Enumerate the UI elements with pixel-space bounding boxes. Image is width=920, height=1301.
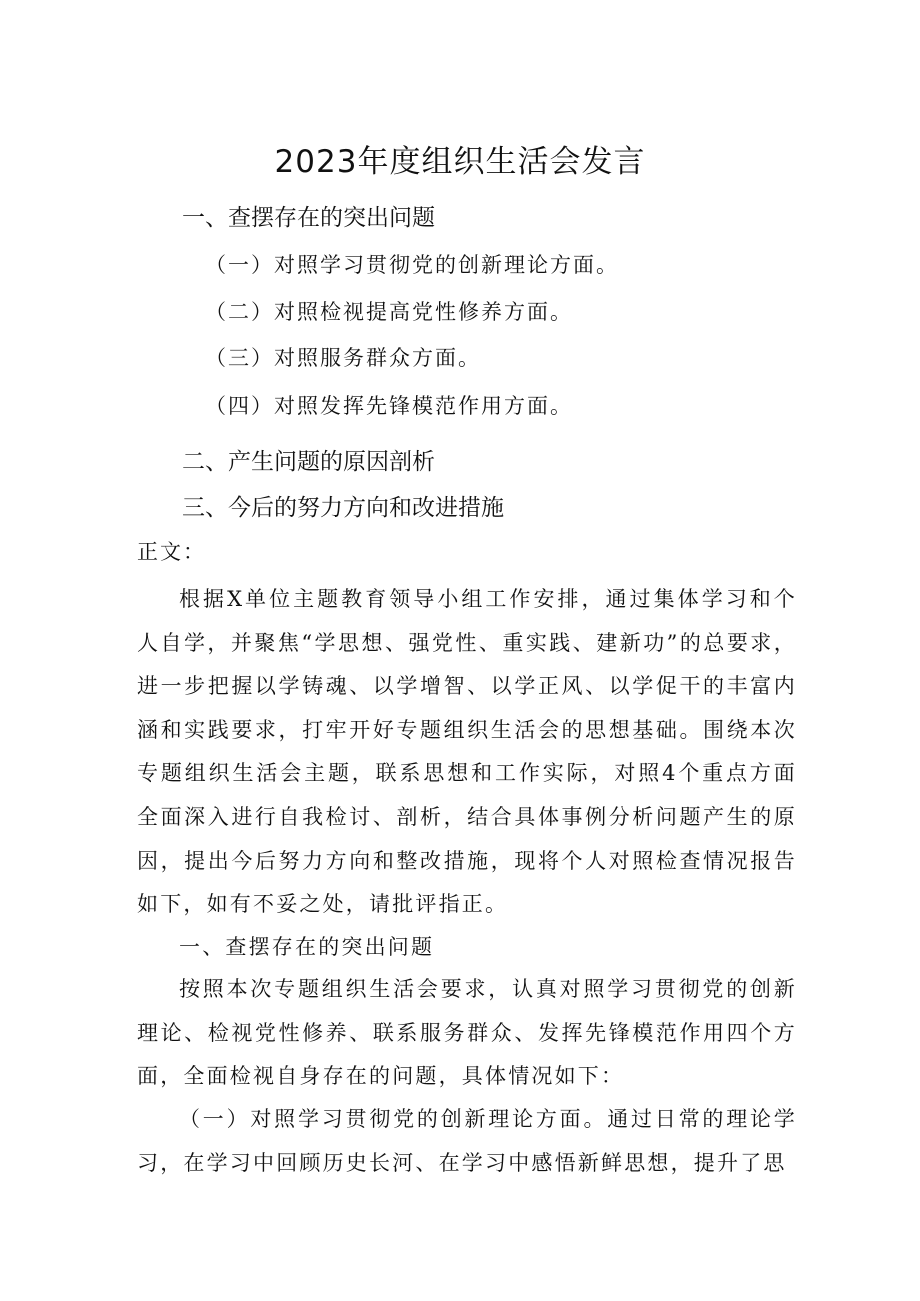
outline-item-1: （一）对照学习贯彻党的创新理论方面。 [205, 253, 619, 277]
body-label: 正文： [137, 540, 206, 564]
document-title: 2023年度组织生活会发言 [274, 144, 646, 180]
outline-section-2: 二、产生问题的原因剖析 [182, 449, 435, 475]
outline-item-4: （四）对照发挥先锋模范作用方面。 [205, 394, 573, 418]
body-heading-1: 一、查摆存在的突出问题 [179, 935, 435, 959]
outline-section-1: 一、查摆存在的突出问题 [182, 205, 435, 231]
body-paragraph-1: 根据X单位主题教育领导小组工作安排，通过集体学习和个人自学，并聚焦“学思想、强党性、重实践、建新功”的总要求，进一步把握以学铸魂、以学增智、以学正风、以学促干的丰富内涵和实践要求，打牢开好专题组织生活会的思想基础。围绕本次专题组织生活会主题，联系思想和工作实际，对照4个重点方面全面深入进行自我检讨、剖析，结合具体事例分析问题产生的原因，提出今后努力方向和整改措施，现将个人对照检查情况报告如下，如有不妥之处，请批评指正。 [137, 587, 797, 917]
body-paragraph-3: （一）对照学习贯彻党的创新理论方面。通过日常的理论学习，在学习中回顾历史长河、在学习中感悟新鲜思想，提升了思 [137, 1107, 797, 1175]
body-paragraph-2: 按照本次专题组织生活会要求，认真对照学习贯彻党的创新理论、检视党性修养、联系服务群众、发挥先锋模范作用四个方面，全面检视自身存在的问题，具体情况如下： [137, 977, 797, 1089]
outline-section-3: 三、今后的努力方向和改进措施 [182, 495, 504, 521]
outline-item-3: （三）对照服务群众方面。 [205, 346, 481, 370]
outline-item-2: （二）对照检视提高党性修养方面。 [205, 300, 573, 324]
